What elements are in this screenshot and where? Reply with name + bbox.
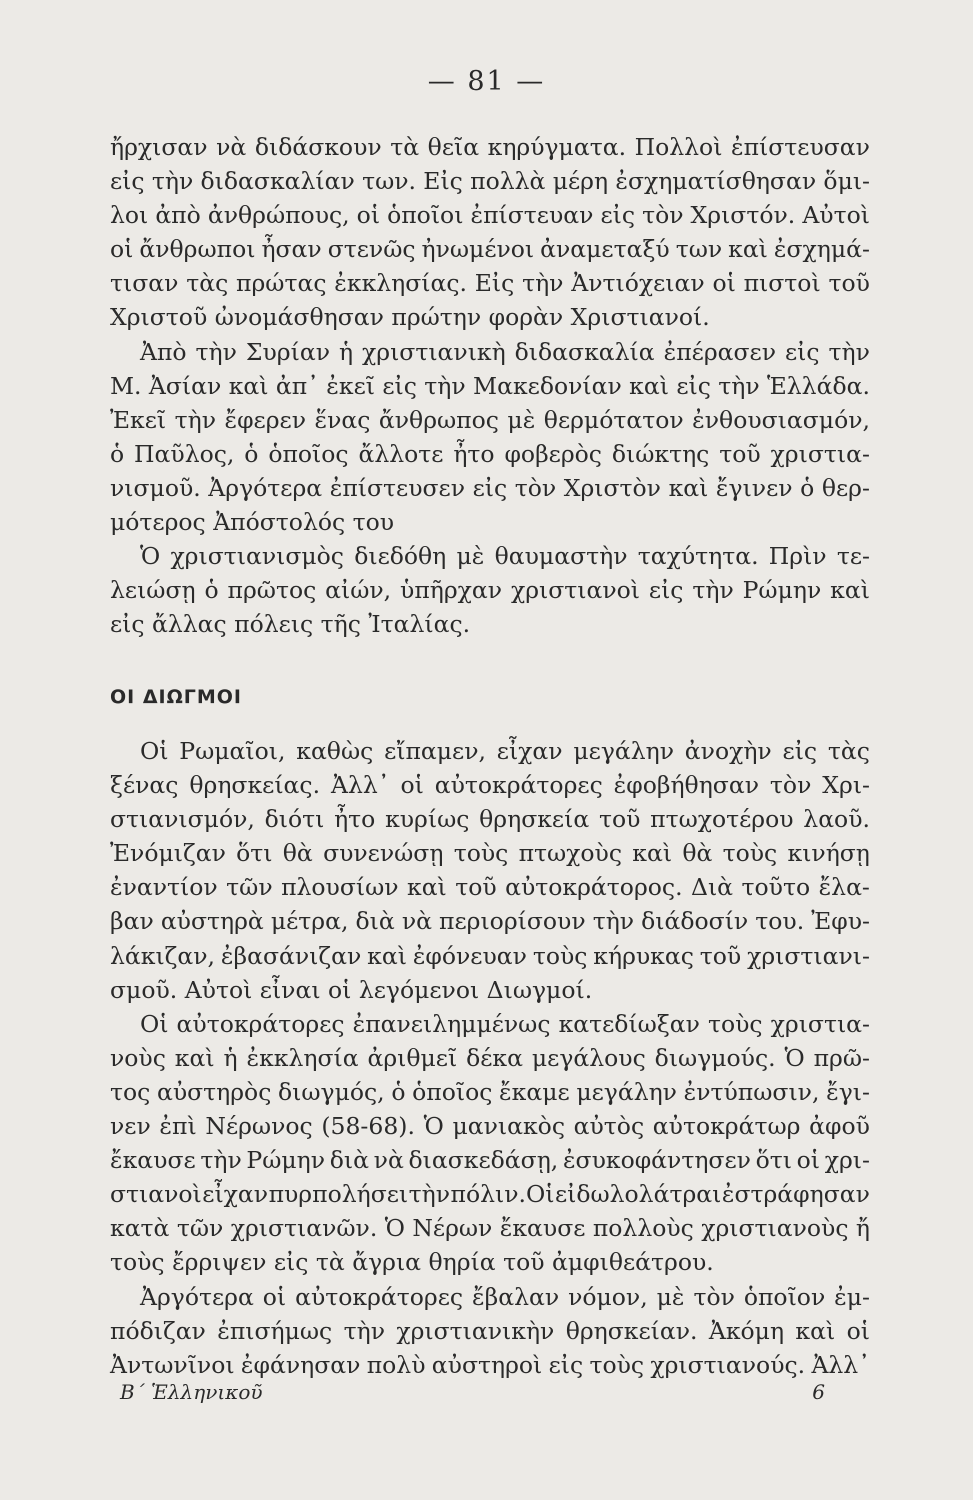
text-line: Ἀπὸ τὴν Συρίαν ἡ χριστιανικὴ διδασκαλία ἐπέρασεν εἰς τὴν bbox=[140, 337, 870, 366]
text-block-bottom bbox=[110, 734, 870, 1382]
text-line: λάκιζαν, ἐβασάνιζαν καὶ ἐφόνευαν τοὺς κήρυκας τοῦ χριστιανι- bbox=[110, 941, 870, 970]
text-line: τοὺς ἔρριψεν εἰς τὰ ἄγρια θηρία τοῦ ἀμφιθεάτρου. bbox=[110, 1248, 714, 1277]
text-line: τος αὐστηρὸς διωγμός, ὁ ὁποῖος ἔκαμε μεγάλην ἐντύπωσιν, ἔγι- bbox=[110, 1077, 870, 1106]
footer-signature: 6 bbox=[812, 1380, 825, 1404]
text-line: λοι ἀπὸ ἀνθρώπους, οἱ ὁποῖοι ἐπίστευαν εἰς τὸν Χριστόν. Αὐτοὶ bbox=[110, 201, 870, 230]
text-line: Ἀργότερα οἱ αὐτοκράτορες ἔβαλαν νόμον, μὲ τὸν ὁποῖον ἐμ- bbox=[140, 1282, 870, 1311]
text-line: ἐναντίον τῶν πλουσίων καὶ τοῦ αὐτοκράτορος. Διὰ τοῦτο ἔλα- bbox=[110, 873, 870, 902]
text-line: τισαν τὰς πρώτας ἐκκλησίας. Εἰς τὴν Ἀντιόχειαν οἱ πιστοὶ τοῦ bbox=[110, 269, 870, 298]
text-line: νεν ἐπὶ Νέρωνος (58-68). Ὁ μανιακὸς αὐτὸς αὐτοκράτωρ ἀφοῦ bbox=[110, 1112, 870, 1141]
text-line: Οἱ αὐτοκράτορες ἐπανειλημμένως κατεδίωξαν τοὺς χριστια- bbox=[140, 1009, 870, 1038]
text-line: Μ. Ἀσίαν καὶ ἀπ᾽ ἐκεῖ εἰς τὴν Μακεδονίαν καὶ εἰς τὴν Ἑλλάδα. bbox=[110, 371, 870, 400]
text-line: σμοῦ. Αὐτοὶ εἶναι οἱ λεγόμενοι Διωγμοί. bbox=[110, 975, 593, 1004]
text-line: οἱ ἄνθρωποι ἦσαν στενῶς ἠνωμένοι ἀναμεταξύ των καὶ ἐσχημά- bbox=[110, 235, 870, 264]
text-line: ἔκαυσε τὴν Ρώμην διὰ νὰ διασκεδάσῃ, ἐσυκοφάντησεν ὅτι οἱ χρι- bbox=[110, 1146, 870, 1175]
text-line: πόδιζαν ἐπισήμως τὴν χριστιανικὴν θρησκείαν. Ἀκόμη καὶ οἱ bbox=[110, 1316, 870, 1345]
text-line: μότερος Ἀπόστολός του bbox=[110, 508, 395, 537]
text-block-top bbox=[110, 130, 870, 641]
text-line: νοὺς καὶ ἡ ἐκκλησία ἀριθμεῖ δέκα μεγάλους διωγμούς. Ὁ πρῶ- bbox=[110, 1043, 870, 1072]
text-line: Ἐνόμιζαν ὅτι θὰ συνενώσῃ τοὺς πτωχοὺς καὶ θὰ τοὺς κινήσῃ bbox=[110, 839, 870, 868]
section-heading: ΟΙ ΔΙΩΓΜΟΙ bbox=[110, 686, 242, 708]
text-line: Οἱ Ρωμαῖοι, καθὼς εἴπαμεν, εἶχαν μεγάλην ἀνοχὴν εἰς τὰς bbox=[140, 737, 870, 765]
text-line: ὁ Παῦλος, ὁ ὁποῖος ἄλλοτε ἦτο φοβερὸς διώκτης τοῦ χριστια- bbox=[110, 439, 870, 468]
text-line: νισμοῦ. Ἀργότερα ἐπίστευσεν εἰς τὸν Χριστὸν καὶ ἔγινεν ὁ θερ- bbox=[110, 473, 870, 502]
footer-book-title: Β΄ Ἑλληνικοῦ bbox=[120, 1380, 263, 1404]
text-line: βαν αὐστηρὰ μέτρα, διὰ νὰ περιορίσουν τὴν διάδοσίν του. Ἐφυ- bbox=[110, 907, 870, 936]
text-line: Ὁ χριστιανισμὸς διεδόθη μὲ θαυμαστὴν ταχύτητα. Πρὶν τε- bbox=[140, 542, 870, 571]
text-line: στιανοὶ εἶχαν πυρπολήσει τὴν πόλιν.Οἱ εἰδωλολάτραι ἐστράφησαν bbox=[110, 1180, 870, 1209]
text-line: λειώσῃ ὁ πρῶτος αἰών, ὑπῆρχαν χριστιανοὶ εἰς τὴν Ρώμην καὶ bbox=[110, 576, 870, 605]
text-line: κατὰ τῶν χριστιανῶν. Ὁ Νέρων ἔκαυσε πολλοὺς χριστιανοὺς ἤ bbox=[110, 1214, 870, 1243]
text-line: Ἐκεῖ τὴν ἔφερεν ἕνας ἄνθρωπος μὲ θερμότατον ἐνθουσιασμόν, bbox=[110, 405, 870, 434]
text-line: Χριστοῦ ὠνομάσθησαν πρώτην φορὰν Χριστιανοί. bbox=[110, 303, 710, 332]
text-line: στιανισμόν, διότι ἦτο κυρίως θρησκεία τοῦ πτωχοτέρου λαοῦ. bbox=[110, 805, 870, 834]
text-line: εἰς ἄλλας πόλεις τῆς Ἰταλίας. bbox=[110, 610, 471, 639]
text-line: εἰς τὴν διδασκαλίαν των. Εἰς πολλὰ μέρη ἐσχηματίσθησαν ὅμι- bbox=[110, 167, 870, 196]
text-line: Ἀντωνῖνοι ἐφάνησαν πολὺ αὐστηροὶ εἰς τοὺς χριστιανούς. Ἀλλ᾽ bbox=[110, 1350, 870, 1379]
page-number: — 81 — bbox=[427, 66, 546, 97]
text-line: ἤρχισαν νὰ διδάσκουν τὰ θεῖα κηρύγματα. Πολλοὶ ἐπίστευσαν bbox=[110, 133, 870, 161]
page-footer bbox=[110, 1380, 825, 1404]
text-line: ξένας θρησκείας. Ἀλλ᾽ οἱ αὐτοκράτορες ἐφοβήθησαν τὸν Χρι- bbox=[110, 771, 870, 800]
